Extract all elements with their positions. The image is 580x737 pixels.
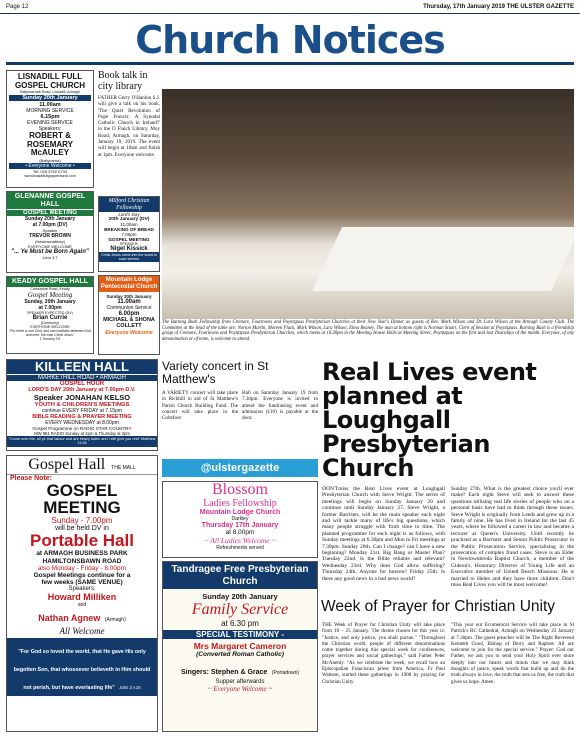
blossom-title: Blossom <box>211 481 268 498</box>
tandragee-singers: Singers: Stephen & Grace <box>180 669 268 676</box>
blossom-ad <box>162 481 318 558</box>
gospel-hall-ref: John 3 v.16 <box>119 685 141 690</box>
killeen-quote: "Come unto Me, all ye that labour and are heavy laden and I will give you rest" Matthew 11:28 <box>8 437 156 446</box>
variety-col1: A VARIETY concert will take place in Richhill in aid of St Matthew's Parish Church Building Fund. The concert will take place in the Coltsfoot <box>162 390 238 422</box>
lisnadill-time2: 6.15pm <box>40 114 60 120</box>
week-of-prayer-body <box>322 622 574 732</box>
glenanne-welcome: EVERYONE WELCOME <box>28 244 72 249</box>
keady-ref: 1 Timothy 2:5 <box>39 336 61 341</box>
killeen-ad <box>6 359 158 451</box>
glenanne-mtg: GOSPEL MEETING <box>7 210 93 216</box>
killeen-bible: BIBLE READING & PRAYER MEETING <box>32 414 132 420</box>
page-header <box>0 0 580 14</box>
keady-ad <box>6 276 94 354</box>
tandragee-welcome: ~ Everyone Welcome ~ <box>207 685 273 693</box>
milford-quote: Christ Jesus came into the world to save sinners <box>99 252 159 262</box>
tandragee-name: Mrs Margaret Cameron <box>193 641 287 651</box>
glenanne-speaker-label: Speaker <box>42 228 58 233</box>
gospel-hall-sunday: Sunday - 7.00pm <box>51 516 113 525</box>
real-lives-col2: Sunday 27th. What is the greatest choice you'll ever make? Each night Steve will seek to answer these questions utilising real life stories of people who on a personal basis have had to think through these issues. Steve Wright is originally from Leeds and grew up in a family of nine. He has lived in Ireland for the last 45 years, where he followed a career in law and became a lecturer at Queen's University. Until recently he practised as a Barrister and Senior Public Prosecutor in the Public Prosecution Service, specialising in the prosecution of complex fraud cases. Steve is an Elder in Newtownbreda Baptist Church, a member of the Gideon's, Honorary Director of Young Life and an Executive member of United Beach Missions. He is married to Helen and they have three children. Don't miss Real Lives you will be most welcome! <box>451 486 574 589</box>
mountain-lodge-ad <box>98 275 160 355</box>
week-of-prayer-col1: THE Week of Prayer for Christian Unity will take place from 18 – 25 January. The theme chosen for this year is: "Justice, and only justice, you shall pursue." "Throughout the Christian world, people of different denominations come together during this special week for conferences, prayer services and social gatherings," said Father Peter McAnenly. "As we celebrate the week, we recall how an Episcopalian Franciscan priest from America, Fr Paul Wattson, started these gatherings in 1908 by praying for Christian Unity. <box>322 622 445 685</box>
killeen-addr: MARKETHILL ROAD • ARMAGH <box>7 374 157 381</box>
keady-from: (Dunmurry) <box>40 320 60 325</box>
twitter-banner[interactable] <box>162 459 318 477</box>
gospel-hall-heading <box>7 456 157 475</box>
milford-date: 20th January (DV) <box>108 217 150 222</box>
mountain-lodge-svc: Communion Service <box>106 305 152 311</box>
lisnadill-web: www.lisnadillfullgospelchurch.com <box>24 173 76 178</box>
masthead <box>6 17 574 65</box>
gospel-hall-weeks: few weeks (SAME VENUE) <box>41 579 123 586</box>
week-of-prayer-headline: Week of Prayer for Christian Unity <box>321 598 556 615</box>
gospel-hall-sub: THE MALL <box>111 465 136 471</box>
killeen-hour: GOSPEL HOUR <box>59 381 105 387</box>
real-lives-article <box>322 360 574 636</box>
killeen-youth: YOUTH & CHILDREN'S MEETINGS <box>34 402 130 408</box>
milford-s1: BREAKING OF BREAD <box>104 227 154 232</box>
tandragee-title: Tandragee Free Presbyterian Church <box>163 562 317 589</box>
killeen-bible-time: EVERY WEDNESDAY at 8.00pm <box>45 420 119 426</box>
gospel-hall-loc: at ARMAGH BUSINESS PARK HAMILTONSBAWN ROAD <box>36 550 128 565</box>
milford-speaker: Nigel Kissick <box>110 246 148 252</box>
fellowship-dinner-photo <box>162 89 574 319</box>
tandragee-date: Sunday 20th January <box>202 592 278 601</box>
tandragee-singers-from: (Portadown) <box>271 670 300 676</box>
gospel-hall-sp2-from: (Armagh) <box>104 617 126 623</box>
milford-title: Milford Christian Fellowship <box>99 197 159 212</box>
glenanne-from: (Newtownabbey) <box>34 239 65 244</box>
gospel-hall-also: also Monday - Friday - 8.00pm <box>37 565 127 572</box>
blossom-welcome: ~ All Ladies Welcome ~ <box>204 536 276 545</box>
gospel-hall-quote-box <box>7 638 157 696</box>
glenanne-quote: "... Ye Must be Born Again" <box>11 249 89 255</box>
glenanne-ad <box>6 191 94 273</box>
milford-t1: 11.00am <box>120 222 138 227</box>
keady-time: at 7.00pm <box>38 304 62 311</box>
lisnadill-speakers: Speakers: <box>38 126 62 132</box>
keady-addr: Crossmore Road, Keady <box>30 286 70 291</box>
glenanne-title: GLENANNE GOSPEL HALL <box>7 192 93 209</box>
gospel-hall-ad <box>6 455 158 732</box>
tandragee-svc: Family Service <box>191 601 289 618</box>
gospel-hall-sp2: Nathan Agnew <box>38 613 101 623</box>
book-talk-title: Book talk in city library <box>98 70 148 92</box>
lisnadill-names: ROBERT & ROSEMARY McAULEY <box>27 131 73 157</box>
tandragee-supper: Supper afterwards <box>215 679 265 685</box>
keady-date: Sunday, 20th January <box>24 298 76 305</box>
photo-caption: The Burning Bush Fellowship from Cremore, Fourtowns and Poyntzpass Presbyterian Churches at their New Year's Dinner as guests of Rev. Mark Wilson and Dr. Lara Wilson at the Armagh County Club. The Committee at the head of the table are: Norton Martin, Moreen Flack, Mark Wilson, Lara Wilson, Elma Reaney. The man at bottom right is Norman Stuart, Clerk of Session at Poyntzpass. Burning Bush is a friendship group of Cremore, Fourtowns and Poyntzpass Presbyterian Churches, which meets at 10.30pm in the Meeting House Halls at Meeting Street, Poyntzpass on the first and last Thursdays of the month. Everyone, of any denomination or of none, is welcome to attend. <box>162 320 574 342</box>
gospel-hall-mtg: GOSPEL MEETING <box>43 481 121 517</box>
killeen-youth-time: continue EVERY FRIDAY at 7.15pm <box>42 408 122 414</box>
gospel-hall-cont: Gospel Meetings continue for a <box>33 572 131 579</box>
mountain-lodge-names: MICHAEL & SHONA COLLETT <box>103 317 155 330</box>
gospel-hall-title: Gospel Hall <box>28 456 106 473</box>
glenanne-date: Sunday 20th January <box>24 216 76 222</box>
keady-exp: SPEAKER EXPECTED (DV) <box>27 310 73 315</box>
milford-t2: 7.00pm <box>121 232 137 237</box>
mountain-lodge-time: 11.00am <box>117 299 141 305</box>
tandragee-special: SPECIAL TESTIMONY - <box>163 630 317 639</box>
gospel-hall-sp1: Howard Milliken <box>47 592 117 602</box>
mountain-lodge-date: Sunday 20th January <box>106 294 152 299</box>
week-of-prayer-col2: "This year our Ecumenical Service will take place in St Patrick's RC Cathedral, Armagh on Wednesday 23 January at 7.30pm. The guest preacher will be The Right Reverend Kenneth Good, Bishop of Derry and Raphoe. All are welcome to join for the special service." Prayer: God our Father, we ask you to send your Holy Spirit ever more deeply into our hearts and minds that we may think thoughts of peace, speak words that build up and do the truth always in love, the truth that sets us free, the truth that gives us hope. Amen. <box>451 622 574 685</box>
keady-speaker: Brian Currie <box>32 314 68 321</box>
lisnadill-title: LISNADILL FULL GOSPEL CHURCH <box>14 72 86 90</box>
lisnadill-addr: Ballymacnab Road, Lisnadill, Armagh <box>20 90 80 94</box>
lisnadill-time1: 11.00am <box>39 102 61 108</box>
milford-speaker-label: SPEAKER: <box>119 242 139 246</box>
killeen-radio2: MW 981 RADIO Sunday at 2pm & Thursday at 3pm <box>34 431 130 436</box>
variety-title: Variety concert in St Matthew's <box>162 360 269 386</box>
glenanne-speaker: TREVOR BROWN <box>29 233 71 239</box>
issue-date: Thursday, 17th January 2019 THE ULSTER GAZETTE <box>423 3 574 10</box>
tandragee-ad <box>162 561 318 732</box>
blossom-church: Mountain Lodge Church <box>199 509 281 516</box>
page-number: Page 12 <box>6 3 29 10</box>
real-lives-headline: Real Lives event planned at Loughgall Presbyterian Church <box>322 358 537 482</box>
mountain-lodge-time2: 6.00pm <box>118 311 140 317</box>
killeen-speaker: Speaker JONAHAN KELSO <box>33 393 131 402</box>
tandragee-singers-row <box>163 661 317 679</box>
mountain-lodge-title: Mountain Lodge Pentecostal Church <box>100 277 158 290</box>
killeen-day: LORD'S DAY 20th January at 7.00pm D.V. <box>28 387 136 393</box>
lisnadill-tel: Tel: 028 3752 0733 <box>32 168 68 174</box>
tandragee-conv: (Converted Roman Catholic) <box>196 651 284 658</box>
milford-sub: Lord's Day <box>118 212 140 217</box>
mountain-lodge-welcome: Everyone Welcome <box>105 329 153 336</box>
book-talk-article <box>98 70 160 192</box>
milford-s2: GOSPEL MEETING <box>108 237 150 242</box>
tandragee-time: at 6.30 pm <box>221 619 259 628</box>
blossom-refresh: Refreshments served <box>216 545 264 551</box>
lisnadill-svc1: MORNING SERVICE <box>26 108 74 114</box>
lisnadill-place: (Ballymena) <box>39 157 61 163</box>
keady-mtg: Gospel Meeting <box>27 290 73 299</box>
book-talk-body: FATHER Gerry O'Hanlon S.J. will give a talk on his book, 'The Quiet Revolution of Pope Francis: A Synodal Catholic Church in Ireland?' in the O Fiaich Library, Moy Road, Armagh, on Saturday, January 19, 2019. The event will begin at 10am and finish at 1pm. Everyone welcome. <box>98 95 160 158</box>
page-title: Church Notices <box>135 17 445 62</box>
variety-col2: Hall on Saturday January 19 from 7.30pm. Everyone is invited to attend the fundraising event and admission (£10) is payable at the door. <box>242 390 318 422</box>
blossom-date: Thursday 17th January <box>201 522 279 529</box>
glenanne-ref: John 3:7 <box>42 255 58 260</box>
lisnadill-ad <box>6 70 94 188</box>
photo-table-shape <box>312 227 574 291</box>
glenanne-time: at 7.00pm (DV) <box>32 222 68 228</box>
milford-ad <box>98 196 160 272</box>
real-lives-col1: DON'Tmiss the Real Lives event at Loughgall Presbyterian Church with Steve Wright. The series of meetings will begin on Sunday January 20 and continue until Sunday January 27. Steve Wright, a former Barrister, will be the main speaker each night and will tackle many of life's big questions, which many people struggle with from time to time. The planned programme for each night is as follows, with Sunday meetings at 6.30pm and Mon to Fri meetings at 7.30pm. Sunday 20th. Can I change? can I have a new beginning? Monday 21st. Big Bang or Master Plan? Tuesday 22nd. Is the Bible reliable and relevant? Wednesday 23rd. Why does God allow suffering? Thursday 24th. Anyone for heaven? Friday 25th. Is there any good news in a bad news world? <box>322 486 445 582</box>
gospel-hall-quote: "For God so loved the world, that He gave His only begotten Son, that whosoever believeth in Him should not perish, but have everlasting life" <box>13 649 151 691</box>
gospel-hall-and: and <box>77 602 87 608</box>
variety-columns <box>162 390 318 421</box>
keady-title: KEADY GOSPEL HALL <box>7 277 93 287</box>
variety-article <box>162 360 318 455</box>
keady-quote: "For there is one God, and one mediator between God and men, the man Christ Jesus" <box>9 328 91 337</box>
lisnadill-welcome: • Everyone Welcome • <box>9 163 91 169</box>
killeen-radio: Gospel Programme on RADIO STAR COUNTRY <box>32 426 132 431</box>
lisnadill-svc2: EVENING SERVICE <box>27 120 73 126</box>
killeen-title: KILLEEN HALL <box>7 360 157 374</box>
blossom-time: at 8.00pm <box>225 529 255 536</box>
lisnadill-date: Sunday 20th January <box>9 95 91 101</box>
blossom-area: Darkley <box>231 516 249 522</box>
gospel-hall-note: Please Note: <box>10 475 53 482</box>
twitter-handle[interactable]: @ulstergazette <box>200 462 280 474</box>
gospel-hall-welcome: All Welcome <box>59 626 105 636</box>
gospel-hall-speakers: Speakers: <box>68 586 96 592</box>
gospel-hall-portable: Portable Hall <box>30 531 134 550</box>
keady-welcome: EVERYONE WELCOME <box>30 324 70 329</box>
blossom-sub: Ladies Fellowship <box>203 498 277 509</box>
gospel-hall-will: will be held DV in <box>55 525 109 532</box>
